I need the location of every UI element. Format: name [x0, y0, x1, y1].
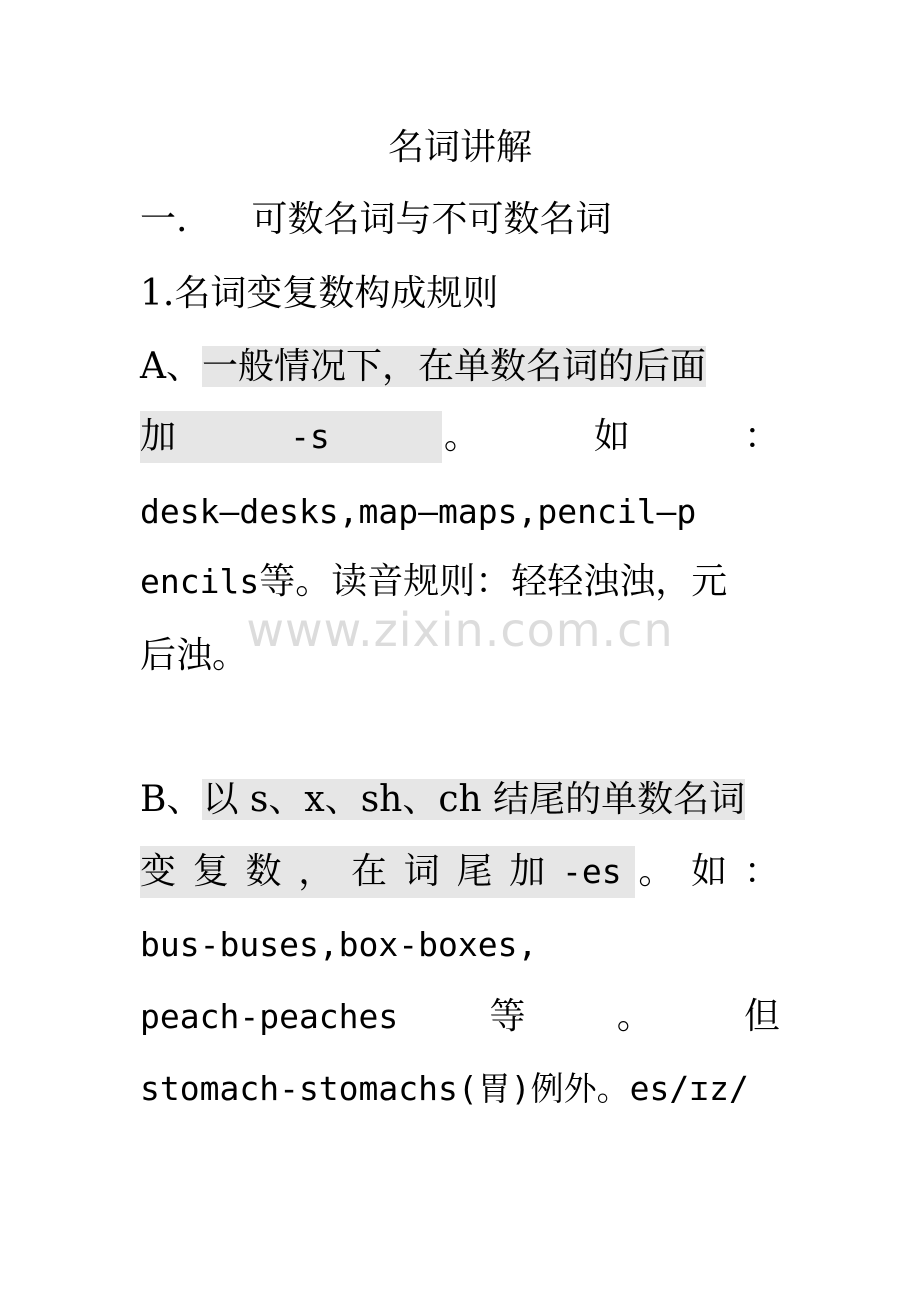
- rule-a-highlight-text: 一般情况下，在单数名词的后面: [202, 346, 707, 387]
- rule-a-suffix: -s: [290, 417, 330, 456]
- rule-a-line-2: [140, 409, 780, 465]
- rule-b-char: 变: [140, 851, 177, 892]
- rule-b-highlight-text: 以 s、x、sh、ch 结尾的单数名词: [202, 779, 746, 820]
- rule-b-char: ：: [743, 851, 780, 892]
- rule-a-examples: desk—desks,map—maps,pencil—p: [140, 492, 697, 531]
- rule-b-char: 如: [691, 851, 728, 892]
- rule-b-char: 加: [509, 851, 546, 892]
- rule-a-ru: 如: [593, 416, 630, 457]
- rule-b-line-2: [140, 844, 780, 900]
- rule-a-pronunciation: 等。读音规则：轻轻浊浊，元: [259, 561, 728, 602]
- rule-b-char: 复: [192, 851, 229, 892]
- rule-b-deng: 等: [489, 996, 526, 1037]
- rule-b-example-peach: peach-peaches: [140, 997, 399, 1036]
- section-heading-one: [140, 192, 780, 248]
- rule-b-line-4: [140, 989, 780, 1045]
- rule-b-suffix: -es: [562, 852, 622, 891]
- rule-b-label: B、: [140, 779, 203, 820]
- rule-b-examples: bus-buses,box-boxes,: [140, 925, 538, 964]
- rule-a-line-5: 后浊。: [140, 635, 249, 676]
- rule-b-line-1: [140, 772, 780, 828]
- rule-a-line-1: [140, 339, 780, 395]
- rule-b-exception: [140, 1061, 780, 1117]
- rule-b-char: 数: [245, 851, 282, 892]
- rule-b-char: 。: [638, 851, 675, 892]
- rule-b-char: 在: [351, 851, 388, 892]
- rule-a-line-4: [140, 554, 780, 610]
- rule-a-colon: ：: [743, 416, 780, 457]
- rule-a-word: 加: [140, 416, 177, 457]
- rule-a-period: 。: [443, 416, 480, 457]
- rule-b-char: 尾: [456, 851, 493, 892]
- rule-a-examples-end: encils: [140, 562, 260, 601]
- section-marker: 一.: [140, 199, 188, 240]
- rule-b-char: ，: [298, 851, 335, 892]
- section-heading-text: 可数名词与不可数名词: [251, 199, 612, 240]
- rule-b-but: 但: [743, 996, 780, 1037]
- rule-a-label: A、: [140, 346, 202, 387]
- rule-b-char: 词: [403, 851, 440, 892]
- rule-heading-1: 1.名词变复数构成规则: [140, 273, 499, 314]
- watermark: www.zixin.com.cn: [246, 603, 674, 657]
- page-title: 名词讲解: [387, 127, 532, 168]
- rule-b-period: 。: [616, 996, 653, 1037]
- rule-b-exception-text: stomach-stomachs(胃)例外。es/ɪz/: [140, 1069, 749, 1108]
